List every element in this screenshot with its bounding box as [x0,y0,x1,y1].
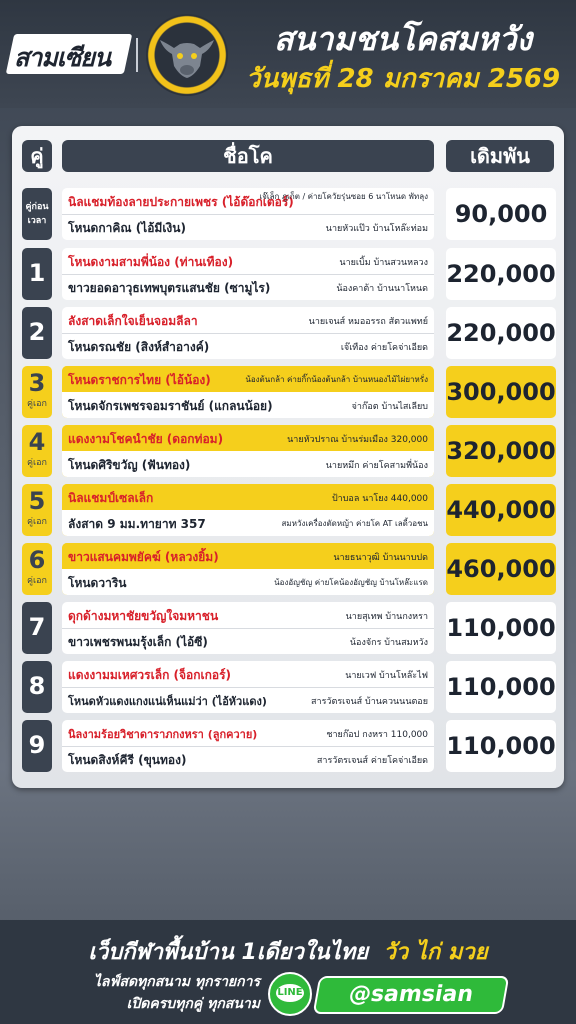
bull-1-owner: นายหัวปราณ บ้านร่มเมือง 320,000 [287,435,428,445]
pair-number [22,425,52,477]
bull-2-owner: นายหมึก ค่ายโคสามพี่น้อง [325,461,428,471]
pair-label: 2 [28,318,46,346]
bull-2-name: โหนดรณชัย (สิงห์สำอางค์) [68,340,210,354]
pair-label: 8 [28,672,46,700]
bull-2-owner: สารวัตรเจนส์ ค่ายโคจ่าเอียด [316,756,428,766]
pair-label: 4 [28,428,46,456]
line-icon-label: LINE [277,987,303,998]
pair-label: 7 [28,613,46,641]
bull-2-name: โหนดกาคิณ (ไอ้มีเงิน) [68,221,186,235]
bull-1-owner: นายสุเทพ บ้านกงหรา [345,612,428,622]
column-header-name: ชื่อโค [62,140,434,172]
bull-1-name: โหนดราชการไทย (ไอ้น้อง) [68,373,211,387]
pair-number [22,188,52,240]
pair-number [22,248,52,300]
tagline-highlight: วัว ไก่ มวย [383,940,488,965]
bull-2-owner: น้องคาต้า บ้านนาโหนด [336,284,428,294]
bull-names [62,366,434,418]
bull-1-owner: นายเบิ้ม บ้านสวนหลวง [339,258,428,268]
bull-2-owner: นายหัวแป๊ว บ้านโหล๊ะท่อม [325,224,428,234]
pair-number [22,543,52,595]
bull-names [62,484,434,536]
match-row [22,188,556,240]
bull-2-owner: น้องอัญชัญ ค่ายโคน้องอัญชัญ บ้านโหล๊ะแรด [274,578,428,587]
pair-number [22,307,52,359]
bull-2-name: ขาวเพชรพนมรุ้งเล็ก (ไอ้ซี) [68,635,208,649]
bull-2-owner: เจ๊เทือง ค่ายโคจ่าเอียด [340,343,428,353]
pair-label: 5 [28,487,46,515]
bull-1-name: แดงงามโชคนำชัย (ดอกท่อม) [68,432,224,446]
bull-2-owner: สมหวังเครื่องตัดหญ้า ค่ายโค AT เลดี้วอชน [281,519,428,528]
event-date: วันพุธที่ 28 มกราคม 2569 [245,64,561,94]
bull-1-name: นิลงามร้อยวิชาดาราภกงหรา (ลูกควาย) [68,728,258,741]
match-row [22,543,556,595]
bull-names [62,720,434,772]
pair-label: คู่ก่อนเวลา [25,202,49,226]
logo-text: สามเซียน [14,43,111,72]
bull-2-owner: จ่าก๊อต บ้านไสเลียบ [351,402,428,412]
bull-1-owner: ป้าบอล นาโยง 440,000 [331,494,428,504]
bet-amount: 300,000 [446,366,556,418]
pair-label: 3 [28,369,46,397]
match-row [22,720,556,772]
bull-names [62,661,434,713]
pair-label: 1 [28,259,46,287]
bull-names [62,543,434,595]
bet-amount: 320,000 [446,425,556,477]
match-row [22,661,556,713]
bull-1-name: ขาวแสนคมพยัคฆ์ (หลวงยิ้ม) [68,550,219,564]
pair-number [22,720,52,772]
bet-amount: 110,000 [446,602,556,654]
bull-names [62,425,434,477]
bull-1-name: ลังสาดเล็กใจเย็นจอมลีลา [68,314,198,328]
bet-amount: 460,000 [446,543,556,595]
column-header-bet: เดิมพัน [446,140,554,172]
bull-1-name: นิลแชมป์เซลเล็ก [68,491,154,505]
bull-1-owner: นายเจนส์ หมออรรถ สัตวแพทย์ [308,317,428,327]
match-row [22,366,556,418]
bull-2-name: โหนดศิริขวัญ (ฟันทอง) [68,458,191,472]
bull-2-owner: น้องจักร บ้านสมหวัง [349,638,428,648]
match-row [22,602,556,654]
pair-number [22,661,52,713]
footer-tagline [0,934,576,969]
bull-2-name: ลังสาด 9 มม.ทายาท 357 [68,517,206,531]
bull-2-name: โหนดหัวแดงแกงแน่เห็นแม่ว่า (ไอ้หัวแดง) [68,695,267,708]
logo-divider [136,38,138,72]
match-row [22,484,556,536]
match-row [22,307,556,359]
pair-sub-label: คู่เอก [27,576,47,586]
bull-1-name: นิลแชมท้องลายประกายเพชร (ไอ้ด๊อกเตอร์) [68,195,294,209]
bull-2-name: โหนดวาริน [68,576,127,590]
bull-1-owner: น้องต้นกล้า ค่ายกิ๊กน้องต้นกล้า บ้านหนองไม้ไผ่ยาหรั่ง [245,375,428,384]
bull-2-name: ขาวยอดอาวุธเทพบุตรแสนชัย (ซามูไร) [68,281,271,295]
line-app-icon[interactable] [268,972,312,1016]
pair-number [22,484,52,536]
bet-amount: 90,000 [446,188,556,240]
bull-names [62,188,434,240]
bull-head-icon [146,14,228,96]
column-header-pair: คู่ [22,140,52,172]
pair-sub-label: คู่เอก [27,399,47,409]
bet-amount: 440,000 [446,484,556,536]
bet-amount: 220,000 [446,307,556,359]
pair-number [22,366,52,418]
match-row [22,425,556,477]
line-handle-button[interactable]: @samsian [313,976,510,1014]
bull-names [62,248,434,300]
bet-amount: 220,000 [446,248,556,300]
pair-label: 6 [28,546,46,574]
bull-1-name: โหนดงามสามพี่น้อง (ท่านเทือง) [68,255,234,269]
bull-1-owner: นายธนาวุฒิ บ้านนาบปด [333,553,428,563]
bull-names [62,307,434,359]
match-row [22,248,556,300]
bull-2-name: โหนดจักรเพชรจอมราชันย์ (แกลนน้อย) [68,399,273,413]
tagline-main: เว็บกีฬาพื้นบ้าน 1เดียวในไทย [88,940,369,965]
bull-1-owner: ชายก๊อป กงหรา 110,000 [326,730,428,740]
bull-2-name: โหนดสิงห์คีรี (ขุนทอง) [68,753,187,767]
bull-1-owner: นายเวฟ บ้านโหล๊ะไฟ [345,671,428,681]
bull-names [62,602,434,654]
bull-1-name: ดุกด้างมหาชัยขวัญใจมหาชน [68,609,219,623]
bet-amount: 110,000 [446,720,556,772]
pair-sub-label: คู่เอก [27,517,47,527]
pair-label: 9 [28,731,46,759]
bull-2-owner: สารวัตรเจนส์ บ้านควนนนตอย [311,697,428,707]
page-title: สนามชนโคสมหวัง [274,20,532,58]
pair-sub-label: คู่เอก [27,458,47,468]
pair-number [22,602,52,654]
footer-line-2: เปิดครบทุกคู่ ทุกสนาม [126,996,260,1012]
bull-1-owner: เจ๊เล็ก ภูเก็ต / ค่ายโควัยรุ่นซอย 6 นาโหนด พัทลุง [259,192,428,201]
footer-line-1: ไลฟ์สดทุกสนาม ทุกรายการ [93,974,260,990]
bet-amount: 110,000 [446,661,556,713]
bull-1-name: แดงงามมเหศวรเล็ก (จ็อกเกอร์) [68,668,232,682]
